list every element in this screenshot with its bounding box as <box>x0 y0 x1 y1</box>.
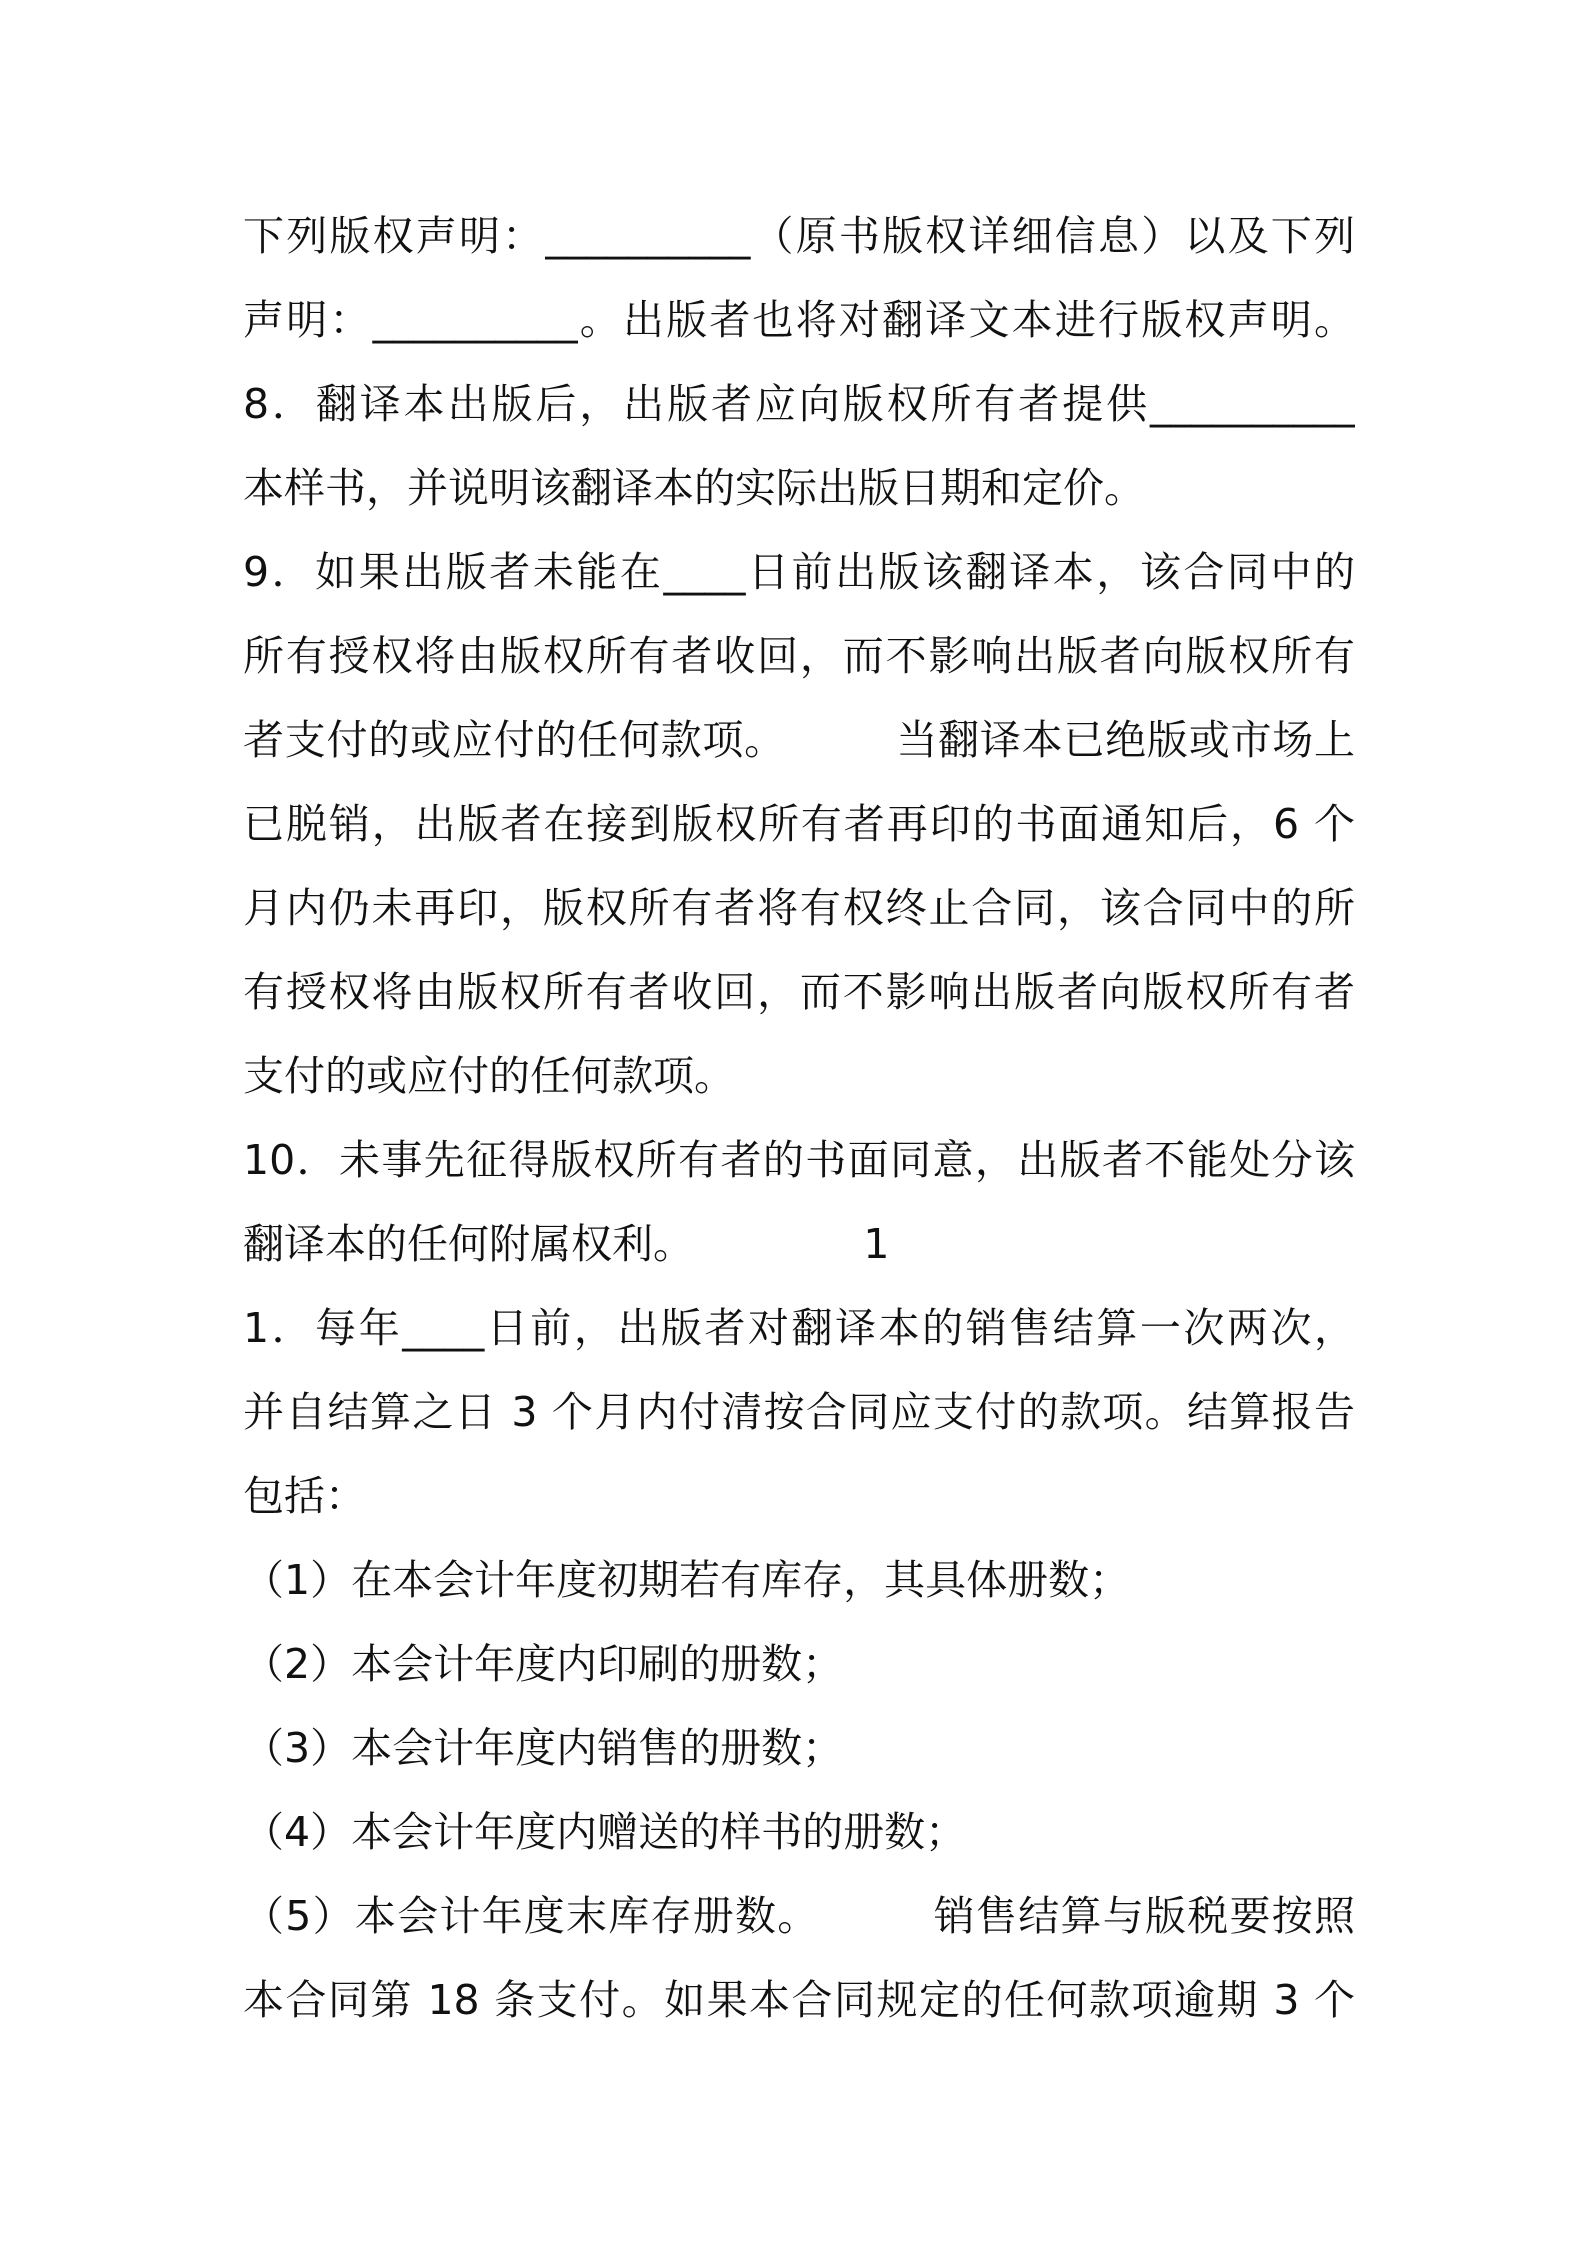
text-line: 10．未事先征得版权所有者的书面同意，出版者不能处分该 <box>243 1136 1355 1184</box>
text-line: 9．如果出版者未能在____日前出版该翻译本，该合同中的 <box>243 548 1355 596</box>
text-line: 本样书，并说明该翻译本的实际出版日期和定价。 <box>243 464 1145 512</box>
text-line: 包括： <box>243 1472 366 1520</box>
list-item: （1）在本会计年度初期若有库存，其具体册数； <box>243 1556 1131 1604</box>
list-item: （4）本会计年度内赠送的样书的册数； <box>243 1808 967 1856</box>
text-line: 下列版权声明：__________（原书版权详细信息）以及下列 <box>243 212 1355 260</box>
text-line: 者支付的或应付的任何款项。 当翻译本已绝版或市场上 <box>243 716 1355 764</box>
text-line: 翻译本的任何附属权利。 1 <box>243 1220 890 1268</box>
text-line: 8．翻译本出版后，出版者应向版权所有者提供__________ <box>243 380 1355 428</box>
document-body <box>243 194 1355 2042</box>
text-line: 支付的或应付的任何款项。 <box>243 1052 735 1100</box>
text-line: 1．每年____日前，出版者对翻译本的销售结算一次两次， <box>243 1304 1355 1352</box>
text-line: 已脱销，出版者在接到版权所有者再印的书面通知后，6 个 <box>243 800 1355 848</box>
text-line: 所有授权将由版权所有者收回，而不影响出版者向版权所有 <box>243 632 1355 680</box>
text-line: 月内仍未再印，版权所有者将有权终止合同，该合同中的所 <box>243 884 1355 932</box>
text-line: 并自结算之日 3 个月内付清按合同应支付的款项。结算报告 <box>243 1388 1355 1436</box>
text-line: 有授权将由版权所有者收回，而不影响出版者向版权所有者 <box>243 968 1355 1016</box>
text-line: 声明：__________。出版者也将对翻译文本进行版权声明。 <box>243 296 1355 344</box>
text-line: 本合同第 18 条支付。如果本合同规定的任何款项逾期 3 个 <box>243 1976 1355 2024</box>
list-item: （2）本会计年度内印刷的册数； <box>243 1640 844 1688</box>
list-item: （5）本会计年度末库存册数。 销售结算与版税要按照 <box>243 1892 1355 1940</box>
list-item: （3）本会计年度内销售的册数； <box>243 1724 844 1772</box>
